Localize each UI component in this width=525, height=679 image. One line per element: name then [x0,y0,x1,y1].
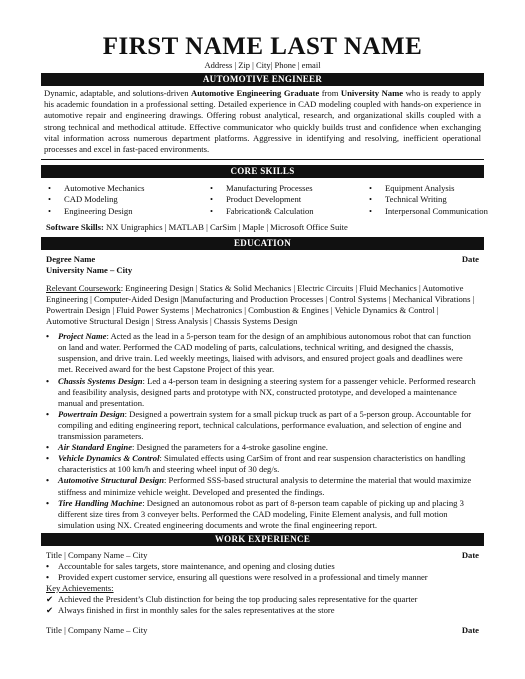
skills-column-2 [208,183,367,217]
project-item [46,453,479,475]
skill-item: • Interpersonal Communication [367,206,507,217]
project-item [46,409,479,442]
job-title: Title | Company Name – City [46,549,148,560]
achievement-list [46,594,479,616]
achievement-item [46,594,479,605]
section-heading: CORE SKILLS [230,166,295,177]
section-bar-work-experience [41,533,484,546]
project-title: Vehicle Dynamics & Control [58,453,160,464]
project-title: Project Name [58,331,107,342]
degree-row [46,254,479,265]
project-item [46,376,479,409]
project-item [46,498,479,531]
skills-column-1 [46,183,208,217]
summary-text: Dynamic, adaptable, and solutions-driven [44,88,191,98]
skills-grid [41,178,488,217]
skill-item: • Automotive Mechanics [46,183,208,194]
summary-text: from [319,88,341,98]
project-description: : Designed an autonomous robot as part of 8-person team capable of picking up and placing 3 different size tires from 3 conveyer belts. Performed the CAD modeling, Finite Element analysis, and full motion simulation using NX. Created engineering documents and wrote the final engineering report. [58,497,464,530]
achievement-text: Always finished in first in monthly sales for the sales representatives at the store [58,604,335,615]
job-title: Title | Company Name – City [46,624,148,635]
achievement-item [46,605,479,616]
check-icon: ✔ [46,604,54,615]
software-list: NX Unigraphics | MATLAB | CarSim | Maple | Microsoft Office Suite [103,221,348,232]
project-description: : Led a 4-person team in designing a steering system for a passenger vehicle. Performed research and feasibility analysis, designed parts and prototype with NX, constructed prototype, and developed a maintenance manual and presentation. [58,375,476,408]
summary-paragraph [41,86,484,155]
project-description: : Simulated effects using CarSim of front and rear suspension characteristics on handling characteristics at 100 km/h and steering wheel input of 30 deg/s. [58,453,466,475]
degree-name: Degree Name [46,253,96,264]
skill-item: • Fabrication& Calculation [208,206,367,217]
duty-item: • Accountable for sales targets, store maintenance, and opening and closing duties [46,561,479,572]
duty-item: • Provided expert customer service, ensuring all questions were resolved in a professional and timely manner [46,572,479,583]
skill-item: • Product Development [208,194,367,205]
relevant-coursework [46,283,479,327]
project-title: Automotive Structural Design [58,475,165,486]
job-date: Date [461,624,479,635]
project-description: : Designed the parameters for a 4-stroke gasoline engine. [132,442,328,453]
project-title: Chassis Systems Design [58,375,143,386]
project-title: Tire Handling Machine [58,497,143,508]
coursework-label: Relevant Coursework [46,282,121,293]
project-title: Powertrain Design [58,408,125,419]
coursework-list: : Engineering Design | Statics & Solid Mechanics | Electric Circuits | Fluid Mechanics | Automotive Engineering | Computer-Aided Design |Manufacturing and Production Processes | Control Systems | Mechanical Vibrations | Powertrain Design | Fluid Power Systems | Mechatronics | Combustion & Engines | Vehicle Dynamics & Control | Automotive Structural Design | Stress Analysis | Chassis Systems Design [46,282,475,327]
software-skills [41,217,484,233]
section-bar-core-skills [41,165,484,178]
title-bar [41,73,484,86]
skill-item: • Manufacturing Processes [208,183,367,194]
job-row [46,625,479,636]
project-list [46,331,479,531]
check-icon: ✔ [46,593,54,604]
summary-text: who is ready to apply his academic foundation in a professional setting. Detailed experience in CAD modeling coupled with hands-on experience in automotive repair and engineering drawings. Offering robust analytical, research, and organizational skills coupled with a strong technical and methodical attitude. Effective communicator who quickly builds trust and confidence when exchanging vital information across numerous department platforms. Aggressive in identifying and resolving, inefficient operational processes and excel in fast-paced environments. [44,88,481,155]
section-heading: WORK EXPERIENCE [214,533,311,544]
contact-line: Address | Zip | City| Phone | email [204,60,321,70]
degree-date: Date [461,253,479,264]
education-section [41,250,484,531]
job-title-heading: AUTOMOTIVE ENGINEER [202,74,323,84]
software-label: Software Skills: [46,221,104,232]
university-name: University Name – City [46,264,133,275]
skills-column-3 [367,183,507,217]
project-description: : Performed SSS-based structural analysis to determine the material that would maximize stiffness and minimize vehicle weight. Developed and presented the findings. [58,475,472,497]
work-section [41,546,484,636]
job-date: Date [461,549,479,560]
skill-item: • Engineering Design [46,206,208,217]
project-item [46,331,479,375]
divider [41,159,484,160]
duty-list [46,561,479,583]
project-item [46,475,479,497]
skill-item: • CAD Modeling [46,194,208,205]
project-item [46,442,479,453]
project-description: : Designed a powertrain system for a small pickup truck as part of a 5-person group. Accountable for compiling and editing engineering report, technical calculations, performance evaluation, and selection of engine and transmission parameters. [58,408,472,442]
section-bar-education [41,237,484,250]
skill-item: • Equipment Analysis [367,183,507,194]
section-heading: EDUCATION [233,237,292,248]
skill-item: • Technical Writing [367,194,507,205]
project-description: : Acted as the lead in a 5-person team for the design of an amphibious autonomous robot that can function on land and water. Performed the CAD modeling of parts, calculations, technical writing, and designed the chassis, suspension, and drive train. Led weekly meetings, liaised with advisors, and ensured project goals and deadlines were met. Received award for the best Capstone Project of this year. [58,331,471,375]
achievements-label: Key Achievements: [46,582,114,593]
summary-degree: Automotive Engineering Graduate [191,88,320,98]
candidate-name: FIRST NAME LAST NAME [102,33,423,60]
achievement-text: Achieved the President’s Club distinction for being the top producing sales representative for the quarter [58,593,418,604]
project-title: Air Standard Engine [58,442,133,453]
job-row [46,550,479,561]
summary-university: University Name [340,88,404,98]
